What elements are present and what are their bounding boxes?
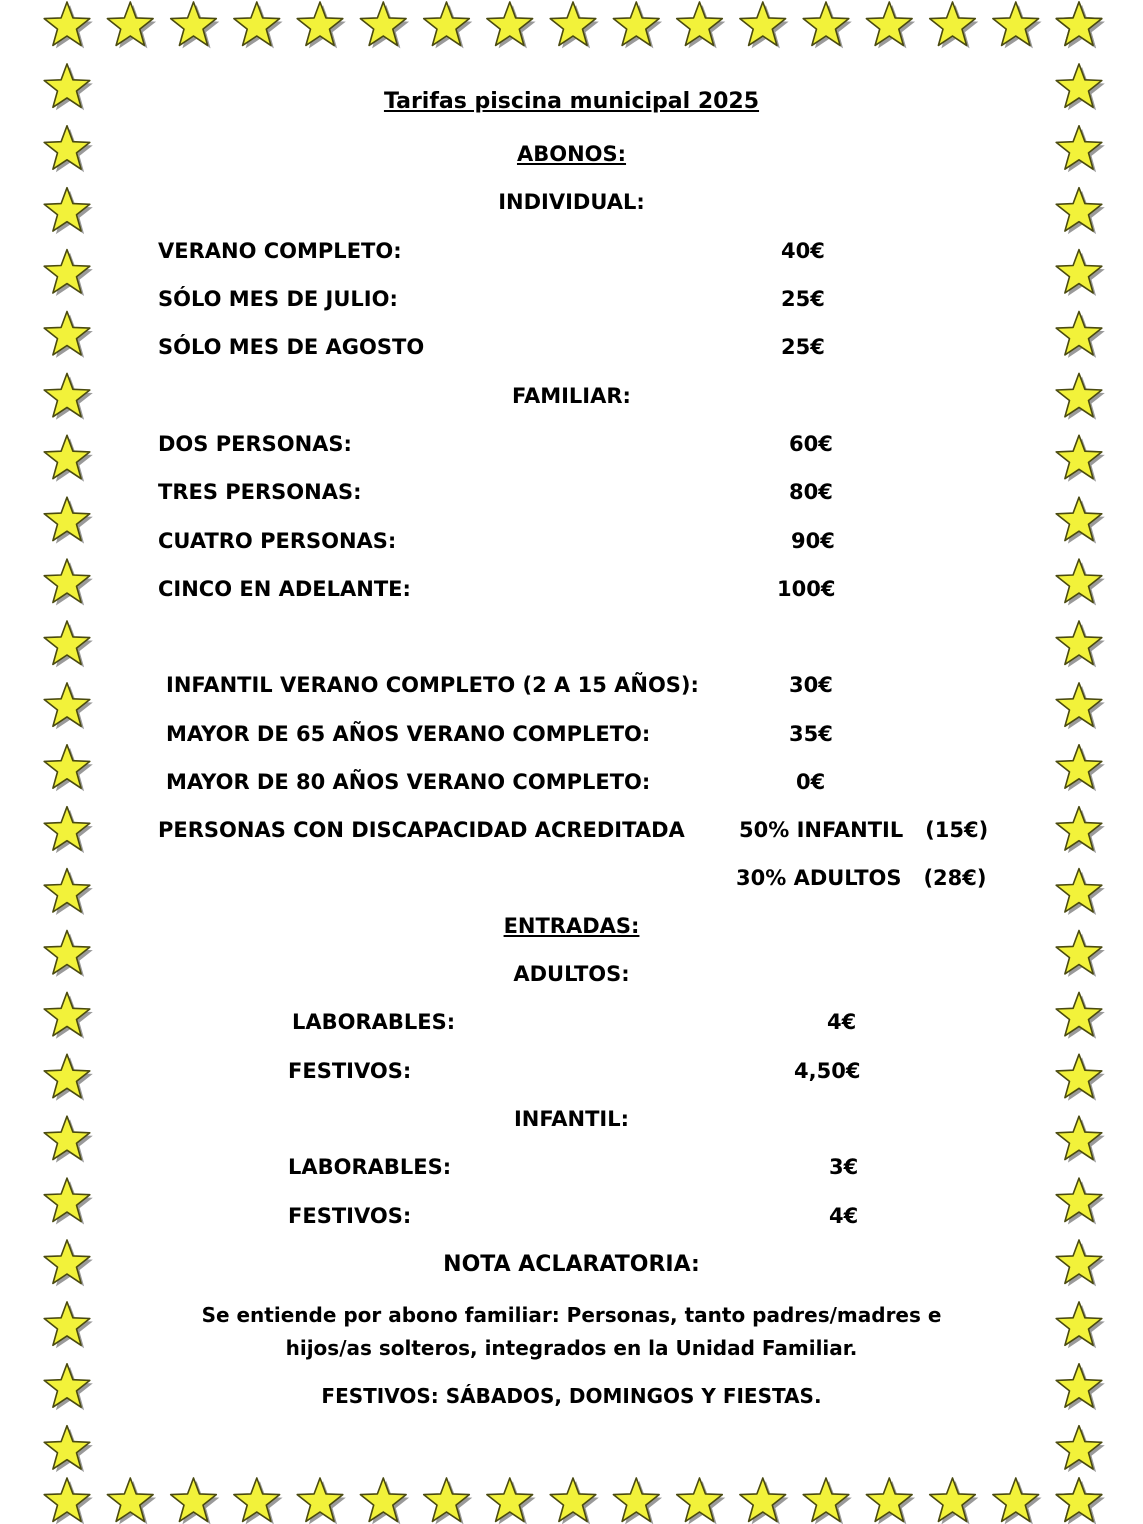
- row-price: 4€: [827, 1010, 857, 1034]
- star-icon: [1056, 1426, 1105, 1472]
- star-icon: [107, 2, 156, 48]
- entradas-heading: ENTRADAS:: [503, 914, 640, 938]
- row-price: 3€: [829, 1155, 859, 1179]
- star-icon: [866, 1478, 915, 1524]
- row-label: LABORABLES:: [292, 1010, 456, 1034]
- star-icon: [677, 1478, 726, 1524]
- familiar-heading: FAMILIAR:: [512, 384, 631, 408]
- star-icon: [44, 621, 93, 667]
- star-icon: [677, 2, 726, 48]
- star-icon: [866, 2, 915, 48]
- infantil-heading: INFANTIL:: [513, 1107, 630, 1131]
- star-icon: [1056, 1054, 1105, 1100]
- star-icon: [44, 2, 93, 48]
- row-label: CUATRO PERSONAS:: [158, 529, 397, 553]
- star-icon: [360, 1478, 409, 1524]
- row-price: 35€: [789, 722, 833, 746]
- star-icon: [1056, 992, 1105, 1038]
- star-icon: [1056, 1178, 1105, 1224]
- festivos-note: FESTIVOS: SÁBADOS, DOMINGOS Y FIESTAS.: [321, 1384, 822, 1408]
- row-price: 25€: [781, 287, 825, 311]
- star-icon: [1056, 2, 1105, 48]
- row-label: CINCO EN ADELANTE:: [158, 577, 411, 601]
- star-icon: [993, 2, 1042, 48]
- star-icon: [44, 683, 93, 729]
- row-label: DOS PERSONAS:: [158, 432, 352, 456]
- star-icon: [424, 1478, 473, 1524]
- row-price: 100€: [777, 577, 836, 601]
- star-icon: [613, 1478, 662, 1524]
- star-icon: [1056, 250, 1105, 296]
- star-icon: [44, 1178, 93, 1224]
- row-label: INFANTIL VERANO COMPLETO (2 A 15 AÑOS):: [166, 673, 699, 697]
- row-label: VERANO COMPLETO:: [158, 239, 402, 263]
- row-label: SÓLO MES DE JULIO:: [158, 287, 398, 311]
- star-icon: [44, 1054, 93, 1100]
- star-icon: [1056, 807, 1105, 853]
- row-label: MAYOR DE 80 AÑOS VERANO COMPLETO:: [166, 770, 651, 794]
- star-icon: [44, 559, 93, 605]
- star-icon: [44, 435, 93, 481]
- row-price: 60€: [789, 432, 833, 456]
- star-icon: [44, 745, 93, 791]
- nota-text-line-2: hijos/as solteros, integrados en la Unidad Familiar.: [285, 1336, 858, 1360]
- star-icon: [44, 1426, 93, 1472]
- star-icon: [44, 497, 93, 543]
- row-label: MAYOR DE 65 AÑOS VERANO COMPLETO:: [166, 722, 651, 746]
- star-icon: [930, 1478, 979, 1524]
- row-label: TRES PERSONAS:: [158, 480, 362, 504]
- star-icon: [44, 1478, 93, 1524]
- star-icon: [1056, 312, 1105, 358]
- star-icon: [740, 1478, 789, 1524]
- row-label: LABORABLES:: [288, 1155, 452, 1179]
- star-icon: [550, 2, 599, 48]
- star-icon: [234, 2, 283, 48]
- star-icon: [487, 2, 536, 48]
- star-icon: [1056, 435, 1105, 481]
- star-icon: [613, 2, 662, 48]
- row-price: 30€: [789, 673, 833, 697]
- page-title: Tarifas piscina municipal 2025: [383, 89, 760, 114]
- nota-text-line-1: Se entiende por abono familiar: Personas, tanto padres/madres e: [201, 1303, 942, 1327]
- nota-heading: NOTA ACLARATORIA:: [443, 1252, 700, 1277]
- star-icon: [550, 1478, 599, 1524]
- star-icon: [234, 1478, 283, 1524]
- row-price: 90€: [791, 529, 835, 553]
- star-icon: [360, 2, 409, 48]
- star-icon: [1056, 1478, 1105, 1524]
- star-icon: [930, 2, 979, 48]
- star-icon: [993, 1478, 1042, 1524]
- individual-heading: INDIVIDUAL:: [498, 190, 645, 214]
- star-icon: [171, 1478, 220, 1524]
- row-price: 25€: [781, 335, 825, 359]
- star-icon: [740, 2, 789, 48]
- row-label: FESTIVOS:: [288, 1204, 412, 1228]
- star-icon: [44, 869, 93, 915]
- star-icon: [107, 1478, 156, 1524]
- star-icon: [1056, 869, 1105, 915]
- row-price: 40€: [781, 239, 825, 263]
- star-icon: [1056, 745, 1105, 791]
- star-icon: [1056, 621, 1105, 667]
- row-price: 80€: [789, 480, 833, 504]
- star-icon: [803, 1478, 852, 1524]
- star-icon: [803, 2, 852, 48]
- row-price: 4,50€: [794, 1059, 861, 1083]
- star-icon: [487, 1478, 536, 1524]
- adultos-heading: ADULTOS:: [513, 962, 630, 986]
- discapacidad-label: PERSONAS CON DISCAPACIDAD ACREDITADA: [158, 818, 685, 842]
- star-icon: [1056, 683, 1105, 729]
- discapacidad-adultos: 30% ADULTOS (28€): [736, 866, 987, 890]
- star-icon: [424, 2, 473, 48]
- row-label: FESTIVOS:: [288, 1059, 412, 1083]
- star-icon: [44, 992, 93, 1038]
- star-icon: [171, 2, 220, 48]
- abonos-heading: ABONOS:: [516, 142, 627, 166]
- star-icon: [297, 2, 346, 48]
- row-price: 4€: [829, 1204, 859, 1228]
- row-label: SÓLO MES DE AGOSTO: [158, 335, 425, 359]
- discapacidad-infantil: 50% INFANTIL (15€): [739, 818, 989, 842]
- star-icon: [1056, 559, 1105, 605]
- star-icon: [44, 807, 93, 853]
- star-icon: [297, 1478, 346, 1524]
- row-price: 0€: [796, 770, 826, 794]
- star-icon: [1056, 497, 1105, 543]
- star-icon: [44, 250, 93, 296]
- star-icon: [44, 312, 93, 358]
